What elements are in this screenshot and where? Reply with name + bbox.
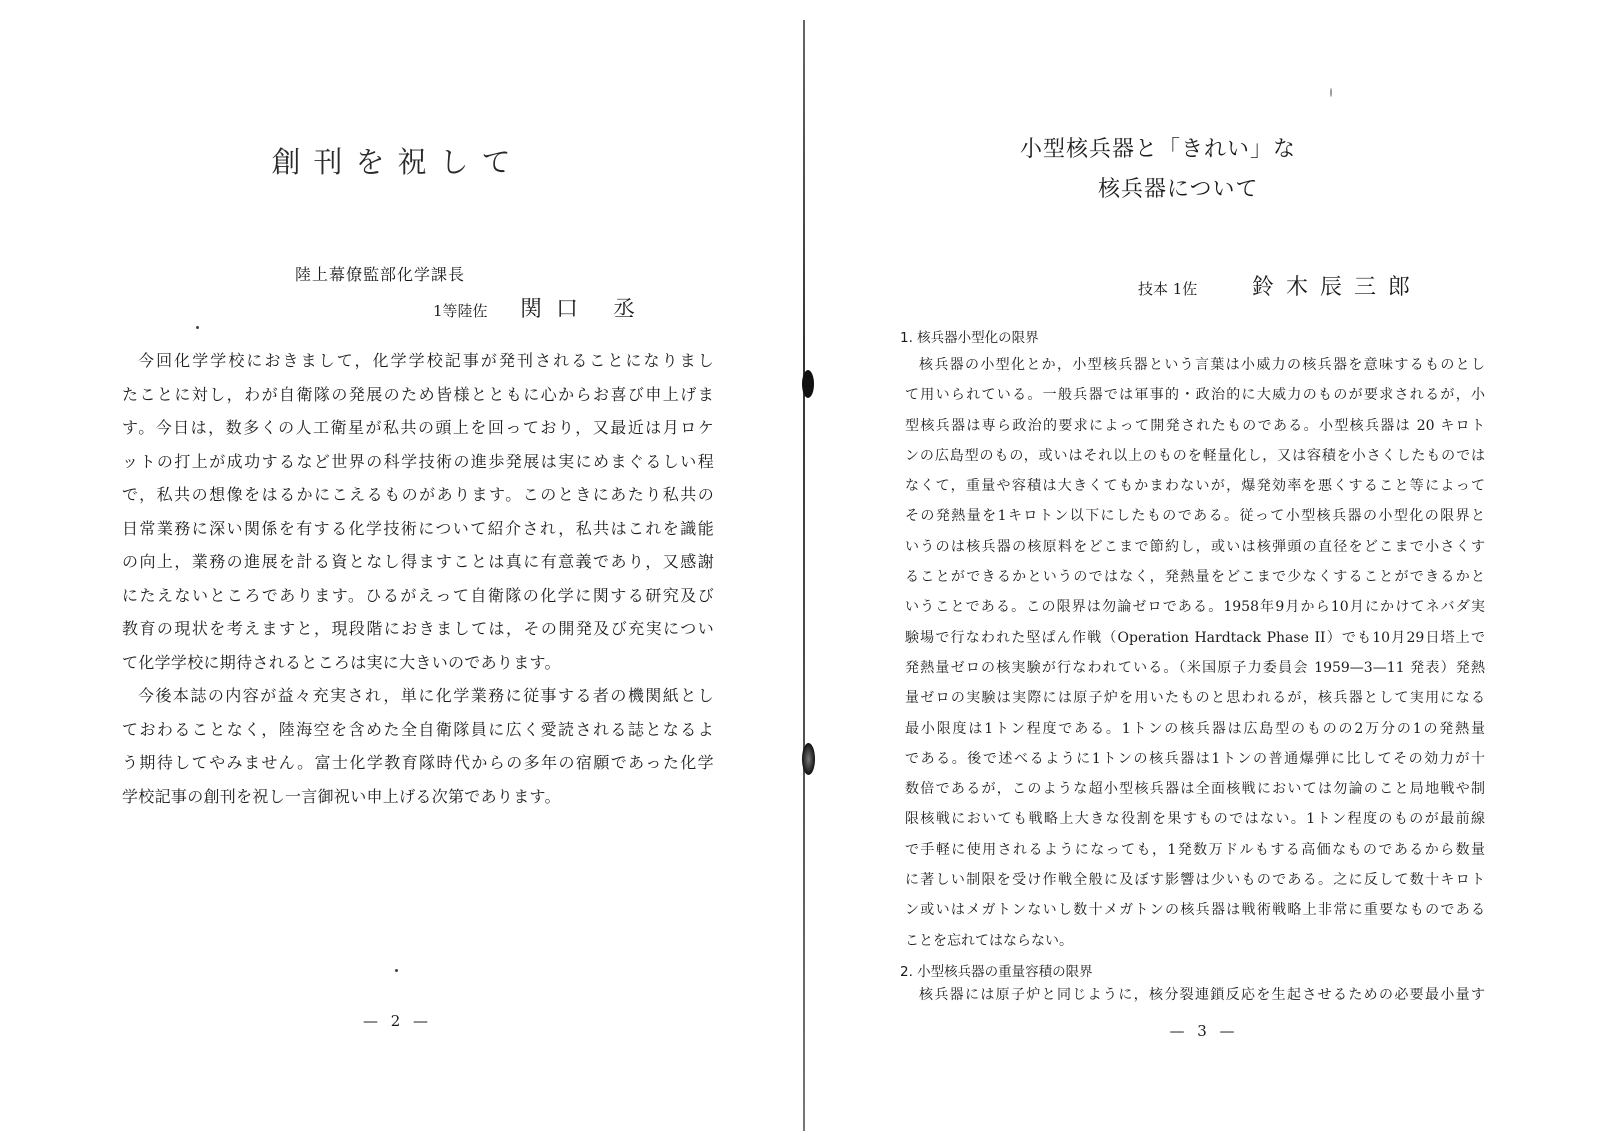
section-body [905, 350, 1485, 956]
section-body [905, 980, 1485, 1010]
body-line: である。後で述べるように1トンの核兵器は1トンの普通爆弾に比してその効力が十 [905, 750, 1485, 767]
author-rank: 技本 1佐 [1138, 280, 1198, 298]
body-line: う期待してやみません。富士化学教育隊時代からの多年の宿願であった化学 [122, 753, 714, 772]
body-line: 学校記事の創刊を祝し一言御祝い申上げる次第であります。 [122, 786, 561, 806]
body-line: に著しい制限を受け作戦全般に及ぼす影響は少いものである。之に反して数十キロト [905, 872, 1485, 889]
body-line: 限核戦においても戦略上大きな役割を果すものではない。1トン程度のものが最前線 [905, 811, 1485, 828]
binding-gutter [803, 20, 805, 1131]
paper-speck [395, 969, 398, 972]
body-line: で手軽に使用されるようになっても，1発数万ドルもする高価なものであるから数量 [905, 841, 1485, 858]
author-name: 関口 丞 [520, 297, 649, 322]
body-line: ンの広島型のもの，或いはそれ以上のものを軽量化し，又は容積を小さくしたものでは [905, 447, 1485, 464]
body-line: 量ゼロの実験は実際には原子炉を用いたものと思われるが，核兵器として実用になる [905, 690, 1485, 707]
body-line: いうことである。この限界は勿論ゼロである。1958年9月から10月にかけてネバダ実 [905, 599, 1485, 616]
body-line: ットの打上が成功するなど世界の科学技術の進歩発展は実にめまぐるしい程 [122, 451, 714, 471]
right-page-number: — 3 — [1169, 1022, 1239, 1040]
body-line: 今回化学学校におきまして，化学学校記事が発刊されることになりまし [138, 351, 714, 370]
paper-speck [196, 326, 199, 329]
body-line: 核兵器の小型化とか，小型核兵器という言葉は小威力の核兵器を意味するものとし [919, 357, 1485, 373]
body-line: の向上，業務の進展を計る資となし得ますことは真に有意義であり，又感謝 [122, 552, 714, 571]
body-line: 数倍であるが，このような超小型核兵器は全面核戦においては勿論のこと局地戦や制 [905, 781, 1485, 798]
section-heading: 1. 核兵器小型化の限界 [900, 330, 1039, 346]
left-page-title: 創刊を祝して [271, 145, 524, 179]
body-line: す。今日は，数多くの人工衛星が私共の頭上を回っており，又最近は月ロケ [122, 418, 714, 437]
body-line: 最小限度は1トン程度である。1トンの核兵器は広島型のものの2万分の1の発熱量 [905, 720, 1485, 737]
body-line: なくて，重量や容積は大きくてもかまわないが，爆発効率を悪くすること等によって [905, 478, 1485, 495]
body-line: 験場で行なわれた堅ぱん作戦（Operation Hardtack Phase II）でも10月29日塔上で [905, 629, 1485, 646]
body-line: その発熱量を1キロトン以下にしたものである。従って小型核兵器の小型化の限界と [905, 508, 1485, 525]
body-line: 今後本誌の内容が益々充実され，単に化学業務に従事する者の機関紙とし [138, 686, 714, 705]
right-page-title-line2: 核兵器について [1098, 177, 1259, 202]
body-line: で，私共の想像をはるかにこえるものがあります。このときにあたり私共の [122, 485, 714, 504]
body-line: ることができるかというのではなく，発熱量をどこまで少なくすることができるかと [905, 569, 1485, 586]
body-line: ておわることなく，陸海空を含めた全自衛隊員に広く愛読される誌となるよ [122, 719, 714, 739]
body-line: にたえないところであります。ひるがえって自衛隊の化学に関する研究及び [122, 585, 714, 605]
body-line: 日常業務に深い関係を有する化学技術について紹介され，私共はこれを識能 [122, 518, 714, 538]
body-line: て化学学校に期待されるところは実に大きいのであります。 [122, 652, 561, 672]
author-name: 鈴木辰三郎 [1252, 275, 1423, 300]
left-page-body [122, 344, 714, 813]
right-page-title-line1: 小型核兵器と「きれい」な [1020, 137, 1297, 162]
author-rank: 1等陸佐 [433, 302, 488, 320]
section-heading: 2. 小型核兵器の重量容積の限界 [900, 964, 1093, 980]
left-page-number: — 2 — [362, 1012, 433, 1030]
body-line: たことに対し，わが自衛隊の発展のため皆様とともに心からお喜び申上げま [122, 384, 714, 404]
body-line: いうのは核兵器の核原料をどこまで節約し，或いは核弾頭の直径をどこまで小さくす [905, 538, 1485, 555]
body-line: ことを忘れてはならない。 [905, 932, 1073, 949]
body-line: 型核兵器は専ら政治的要求によって開発されたものである。小型核兵器は 20 キロト [905, 417, 1485, 434]
author-department: 陸上幕僚監部化学課長 [295, 265, 466, 284]
body-line: 核兵器には原子炉と同じように，核分裂連鎖反応を生起させるための必要最小量す [919, 987, 1485, 1003]
body-line: 教育の現状を考えますと，現段階におきましては，その開発及び充実につい [122, 619, 714, 638]
body-line: 発熱量ゼロの核実験が行なわれている。（米国原子力委員会 1959—3—11 発表）発熱 [905, 659, 1485, 676]
body-line: ン或いはメガトンないし数十メガトンの核兵器は戦術戦略上非常に重要なものである [905, 902, 1485, 919]
body-line: て用いられている。一般兵器では軍事的・政治的に大威力のものが要求されるが，小 [905, 387, 1485, 404]
